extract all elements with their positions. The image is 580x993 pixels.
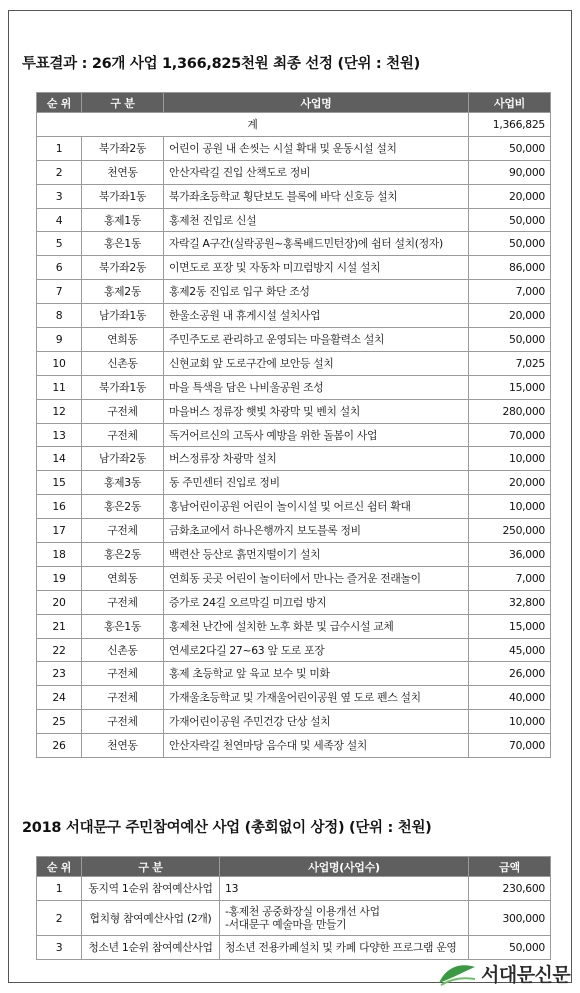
- table-row: [37, 686, 551, 710]
- rank-cell: 15: [37, 471, 82, 495]
- table-row: [37, 471, 551, 495]
- category-cell: 홍제1동: [82, 208, 164, 232]
- table-row: [37, 901, 551, 936]
- project-cell: 연희동 곳곳 어린이 놀이터에서 만나는 즐거운 전래놀이: [164, 566, 469, 590]
- category-cell: 북가좌1동: [82, 184, 164, 208]
- rank-cell: 6: [37, 256, 82, 280]
- rank-cell: 24: [37, 686, 82, 710]
- category-cell: 홍은2동: [82, 543, 164, 567]
- table-row: [37, 160, 551, 184]
- amount-cell: 230,600: [469, 877, 551, 901]
- table-row: [37, 136, 551, 160]
- category-cell: 연희동: [82, 566, 164, 590]
- project-cell: [220, 901, 469, 936]
- rank-cell: 1: [37, 136, 82, 160]
- project-line-2: -서대문구 예술마을 만들기: [225, 918, 347, 931]
- amount-cell: 7,000: [469, 566, 551, 590]
- project-cell: 청소년 전용카페설치 및 카페 다양한 프로그램 운영: [220, 936, 469, 960]
- rank-cell: 26: [37, 734, 82, 758]
- project-cell: 북가좌초등학교 횡단보도 블록에 바닥 신호등 설치: [164, 184, 469, 208]
- amount-cell: 10,000: [469, 495, 551, 519]
- project-cell: 홍남어린이공원 어린이 놀이시설 및 어르신 쉼터 확대: [164, 495, 469, 519]
- category-cell: 연희동: [82, 328, 164, 352]
- table-row: [37, 638, 551, 662]
- total-row: [37, 113, 551, 137]
- table-row: [37, 351, 551, 375]
- project-cell: 한울소공원 내 휴게시설 설치사업: [164, 304, 469, 328]
- project-cell: 자락길 A구간(실락공원~홍록배드민턴장)에 쉼터 설치(정자): [164, 232, 469, 256]
- rank-cell: 7: [37, 280, 82, 304]
- project-cell: 금화초교에서 하나은행까지 보도블록 정비: [164, 519, 469, 543]
- table-row: [37, 328, 551, 352]
- table-row: [37, 614, 551, 638]
- rank-cell: 11: [37, 375, 82, 399]
- rank-cell: 25: [37, 710, 82, 734]
- category-cell: 구전체: [82, 519, 164, 543]
- category-cell: 청소년 1순위 참여예산사업: [82, 936, 220, 960]
- project-cell: 13: [220, 877, 469, 901]
- amount-cell: 50,000: [469, 328, 551, 352]
- amount-cell: 7,025: [469, 351, 551, 375]
- rank-cell: 16: [37, 495, 82, 519]
- rank-cell: 12: [37, 399, 82, 423]
- header-rank: 순 위: [37, 93, 82, 113]
- table-row: [37, 447, 551, 471]
- rank-cell: 19: [37, 566, 82, 590]
- table-row: [37, 877, 551, 901]
- project-cell: 안산자락길 천연마당 음수대 및 세족장 설치: [164, 734, 469, 758]
- project-line-1: -홍제천 공중화장실 이용개선 사업: [225, 905, 380, 918]
- rank-cell: 5: [37, 232, 82, 256]
- project-cell: 가재어린이공원 주민건강 단상 설치: [164, 710, 469, 734]
- amount-cell: 36,000: [469, 543, 551, 567]
- category-cell: 동지역 1순위 참여예산사업: [82, 877, 220, 901]
- amount-cell: 20,000: [469, 304, 551, 328]
- rank-cell: 9: [37, 328, 82, 352]
- section2-title: 2018 서대문구 주민참여예산 사업 (총회없이 상정) (단위 : 천원): [22, 820, 432, 836]
- table-row: [37, 710, 551, 734]
- amount-cell: 40,000: [469, 686, 551, 710]
- project-cell: 가재울초등학교 및 가재울어린이공원 옆 도로 펜스 설치: [164, 686, 469, 710]
- project-cell: 연세로2다길 27~63 앞 도로 포장: [164, 638, 469, 662]
- category-cell: 북가좌1동: [82, 375, 164, 399]
- project-cell: 어린이 공원 내 손씻는 시설 확대 및 운동시설 설치: [164, 136, 469, 160]
- category-cell: 신촌동: [82, 638, 164, 662]
- amount-cell: 50,000: [469, 208, 551, 232]
- table-row: [37, 734, 551, 758]
- logo-leaf-icon: [437, 961, 477, 987]
- table-row: [37, 399, 551, 423]
- table-row: [37, 936, 551, 960]
- category-cell: 천연동: [82, 734, 164, 758]
- category-cell: 협치형 참여예산사업 (2개): [82, 901, 220, 936]
- category-cell: 남가좌2동: [82, 447, 164, 471]
- category-cell: 구전체: [82, 686, 164, 710]
- rank-cell: 2: [37, 160, 82, 184]
- table-row: [37, 423, 551, 447]
- rank-cell: 22: [37, 638, 82, 662]
- header-amount: 사업비: [469, 93, 551, 113]
- amount-cell: 90,000: [469, 160, 551, 184]
- table-row: [37, 662, 551, 686]
- category-cell: 홍은2동: [82, 495, 164, 519]
- project-cell: 버스정류장 차광막 설치: [164, 447, 469, 471]
- project-cell: 주민주도로 관리하고 운영되는 마을활력소 설치: [164, 328, 469, 352]
- project-cell: 홍제 초등학교 앞 육교 보수 및 미화: [164, 662, 469, 686]
- project-cell: 마을버스 정류장 햇빛 차광막 및 벤치 설치: [164, 399, 469, 423]
- rank-cell: 18: [37, 543, 82, 567]
- header-project: 사업명(사업수): [220, 857, 469, 877]
- rank-cell: 21: [37, 614, 82, 638]
- project-cell: 백련산 등산로 흙먼지떨이기 설치: [164, 543, 469, 567]
- rank-cell: 14: [37, 447, 82, 471]
- amount-cell: 70,000: [469, 734, 551, 758]
- category-cell: 구전체: [82, 662, 164, 686]
- header-project: 사업명: [164, 93, 469, 113]
- category-cell: 남가좌1동: [82, 304, 164, 328]
- amount-cell: 280,000: [469, 399, 551, 423]
- category-cell: 북가좌2동: [82, 136, 164, 160]
- amount-cell: 15,000: [469, 375, 551, 399]
- amount-cell: 50,000: [469, 136, 551, 160]
- project-cell: 신현교회 앞 도로구간에 보안등 설치: [164, 351, 469, 375]
- logo-text: 서대문신문: [481, 964, 571, 986]
- project-cell: 독거어르신의 고독사 예방을 위한 돌봄이 사업: [164, 423, 469, 447]
- table-header-row: [37, 93, 551, 113]
- amount-cell: 20,000: [469, 471, 551, 495]
- header-category: 구 분: [82, 857, 220, 877]
- rank-cell: 4: [37, 208, 82, 232]
- table-header-row: [37, 857, 551, 877]
- project-cell: 증가로 24길 오르막길 미끄럼 방지: [164, 590, 469, 614]
- amount-cell: 50,000: [469, 232, 551, 256]
- amount-cell: 10,000: [469, 447, 551, 471]
- amount-cell: 86,000: [469, 256, 551, 280]
- category-cell: 홍은1동: [82, 232, 164, 256]
- rank-cell: 10: [37, 351, 82, 375]
- amount-cell: 10,000: [469, 710, 551, 734]
- table-row: [37, 566, 551, 590]
- newspaper-logo: [437, 960, 570, 987]
- budget-projects-table: [36, 856, 551, 960]
- vote-results-table: [36, 92, 551, 758]
- category-cell: 구전체: [82, 590, 164, 614]
- table-row: [37, 208, 551, 232]
- rank-cell: 23: [37, 662, 82, 686]
- table-row: [37, 184, 551, 208]
- amount-cell: 15,000: [469, 614, 551, 638]
- amount-cell: 7,000: [469, 280, 551, 304]
- rank-cell: 1: [37, 877, 82, 901]
- project-cell: 이면도로 포장 및 자동차 미끄럼방지 시설 설치: [164, 256, 469, 280]
- project-cell: 동 주민센터 진입로 정비: [164, 471, 469, 495]
- category-cell: 홍제3동: [82, 471, 164, 495]
- rank-cell: 8: [37, 304, 82, 328]
- table-row: [37, 304, 551, 328]
- amount-cell: 45,000: [469, 638, 551, 662]
- amount-cell: 32,800: [469, 590, 551, 614]
- rank-cell: 3: [37, 936, 82, 960]
- table-row: [37, 519, 551, 543]
- table-row: [37, 543, 551, 567]
- amount-cell: 26,000: [469, 662, 551, 686]
- rank-cell: 3: [37, 184, 82, 208]
- table-row: [37, 495, 551, 519]
- rank-cell: 2: [37, 901, 82, 936]
- amount-cell: 300,000: [469, 901, 551, 936]
- amount-cell: 250,000: [469, 519, 551, 543]
- header-rank: 순 위: [37, 857, 82, 877]
- table-row: [37, 232, 551, 256]
- category-cell: 천연동: [82, 160, 164, 184]
- table-row: [37, 590, 551, 614]
- rank-cell: 20: [37, 590, 82, 614]
- project-cell: 안산자락길 진입 산책도로 정비: [164, 160, 469, 184]
- project-cell: 홍제천 난간에 설치한 노후 화분 및 급수시설 교체: [164, 614, 469, 638]
- table-row: [37, 256, 551, 280]
- project-cell: 홍제천 진입로 신설: [164, 208, 469, 232]
- project-cell: 홍제2동 진입로 입구 화단 조성: [164, 280, 469, 304]
- total-amount: 1,366,825: [469, 113, 551, 137]
- rank-cell: 17: [37, 519, 82, 543]
- amount-cell: 50,000: [469, 936, 551, 960]
- category-cell: 신촌동: [82, 351, 164, 375]
- amount-cell: 70,000: [469, 423, 551, 447]
- category-cell: 홍제2동: [82, 280, 164, 304]
- category-cell: 구전체: [82, 399, 164, 423]
- category-cell: 북가좌2동: [82, 256, 164, 280]
- category-cell: 구전체: [82, 423, 164, 447]
- table-row: [37, 280, 551, 304]
- total-label: 계: [37, 113, 469, 137]
- category-cell: 홍은1동: [82, 614, 164, 638]
- amount-cell: 20,000: [469, 184, 551, 208]
- category-cell: 구전체: [82, 710, 164, 734]
- table-row: [37, 375, 551, 399]
- header-category: 구 분: [82, 93, 164, 113]
- header-amount: 금액: [469, 857, 551, 877]
- rank-cell: 13: [37, 423, 82, 447]
- section1-title: 투표결과 : 26개 사업 1,366,825천원 최종 선정 (단위 : 천원): [22, 56, 420, 72]
- project-cell: 마을 특색을 담은 나비울공원 조성: [164, 375, 469, 399]
